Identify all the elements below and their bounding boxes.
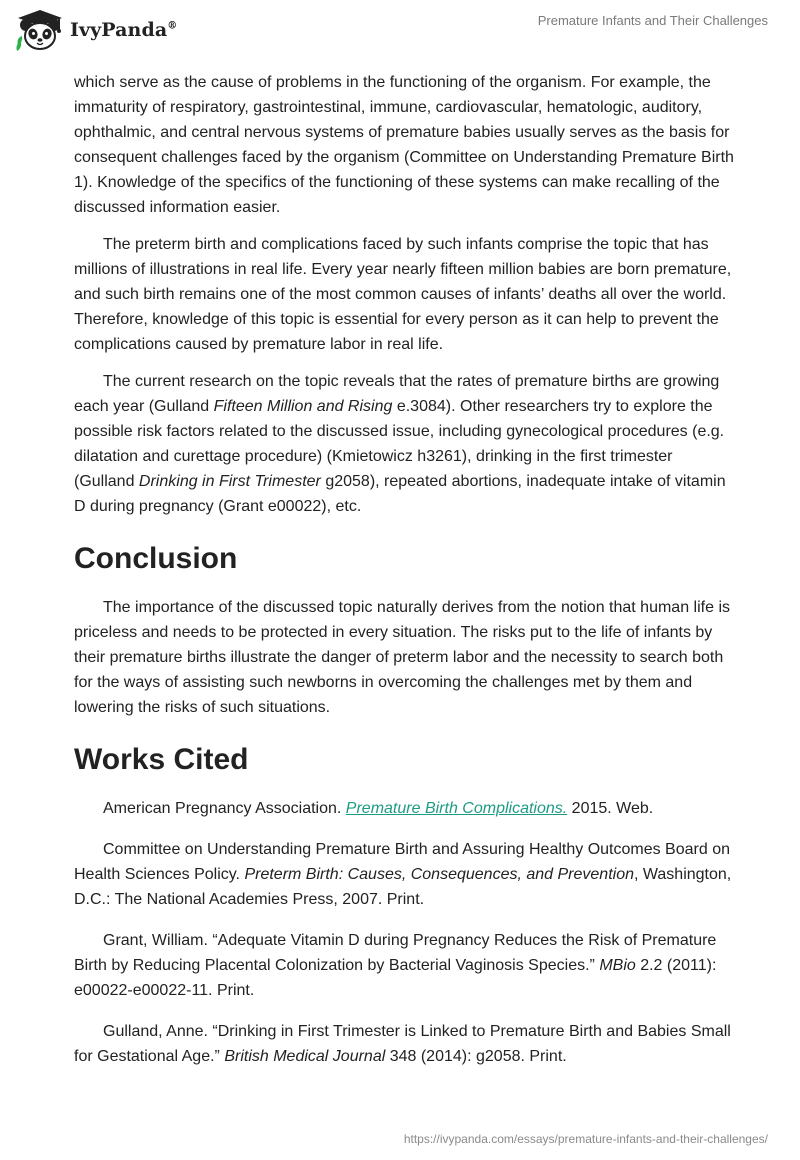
citation-3: Grant, William. “Adequate Vitamin D during Pregnancy Reduces the Risk of Premature Birth by Reducing Placental Colonization by Bacterial Vaginosis Species.” MBio 2.2 (2011): e00022-e00022-11. Print. xyxy=(74,932,717,999)
citation-1: American Pregnancy Association. Premature Birth Complications. 2015. Web. xyxy=(103,800,654,817)
ivypanda-logo[interactable] xyxy=(14,8,177,52)
paragraph-1: which serve as the cause of problems in the functioning of the organism. For example, the immaturity of respiratory, gastrointestinal, immune, cardiovascular, hematologic, auditory, ophthalmic, and central nervous systems of premature babies usually serves as the basis for consequent challenges faced by the organism (Committee on Understanding Premature Birth 1). Knowledge of the specifics of the functioning of these systems can make recalling of the discussed information easier. xyxy=(74,74,734,216)
citation-2: Committee on Understanding Premature Birth and Assuring Healthy Outcomes Board on Health Sciences Policy. Preterm Birth: Causes, Consequences, and Prevention, Washington, D.C.: The National Academies Press, 2007. Print. xyxy=(74,841,732,908)
page-header xyxy=(0,0,800,60)
panda-graduate-icon xyxy=(14,8,66,52)
paragraph-3: The current research on the topic reveals that the rates of premature births are growing each year (Gulland Fifteen Million and Rising e.3084). Other researchers try to explore the possible risk factors related to the discussed issue, including gynecological procedures (e.g. dilatation and curettage procedure) (Kmietowicz h3261), drinking in the first trimester (Gulland Drinking in First Trimester g2058), repeated abortions, inadequate intake of vitamin D during pregnancy (Grant e00022), etc. xyxy=(74,373,726,515)
conclusion-heading: Conclusion xyxy=(74,542,238,575)
paragraph-2: The preterm birth and complications faced by such infants comprise the topic that has millions of illustrations in real life. Every year nearly fifteen million babies are born premature, and such birth remains one of the most common causes of infants’ deaths all over the world. Therefore, knowledge of this topic is essential for every person as it can help to prevent the complications caused by premature labor in real life. xyxy=(74,236,732,353)
footer-url[interactable]: https://ivypanda.com/essays/premature-infants-and-their-challenges/ xyxy=(403,1132,768,1146)
page-title: Premature Infants and Their Challenges xyxy=(537,13,768,28)
essay-content xyxy=(74,70,734,1085)
citation-4: Gulland, Anne. “Drinking in First Trimester is Linked to Premature Birth and Babies Small for Gestational Age.” British Medical Journal 348 (2014): g2058. Print. xyxy=(74,1023,731,1065)
brand-name: IvyPanda® xyxy=(70,19,178,41)
works-cited-heading: Works Cited xyxy=(74,743,249,776)
citation-link[interactable]: Premature Birth Complications. xyxy=(345,800,568,817)
conclusion-paragraph: The importance of the discussed topic naturally derives from the notion that human life is priceless and needs to be protected in every situation. The risks put to the life of infants by their premature births illustrate the danger of preterm labor and the necessity to search both for the ways of assisting such newborns in overcoming the challenges met by them and lowering the risks of such situations. xyxy=(74,599,730,716)
